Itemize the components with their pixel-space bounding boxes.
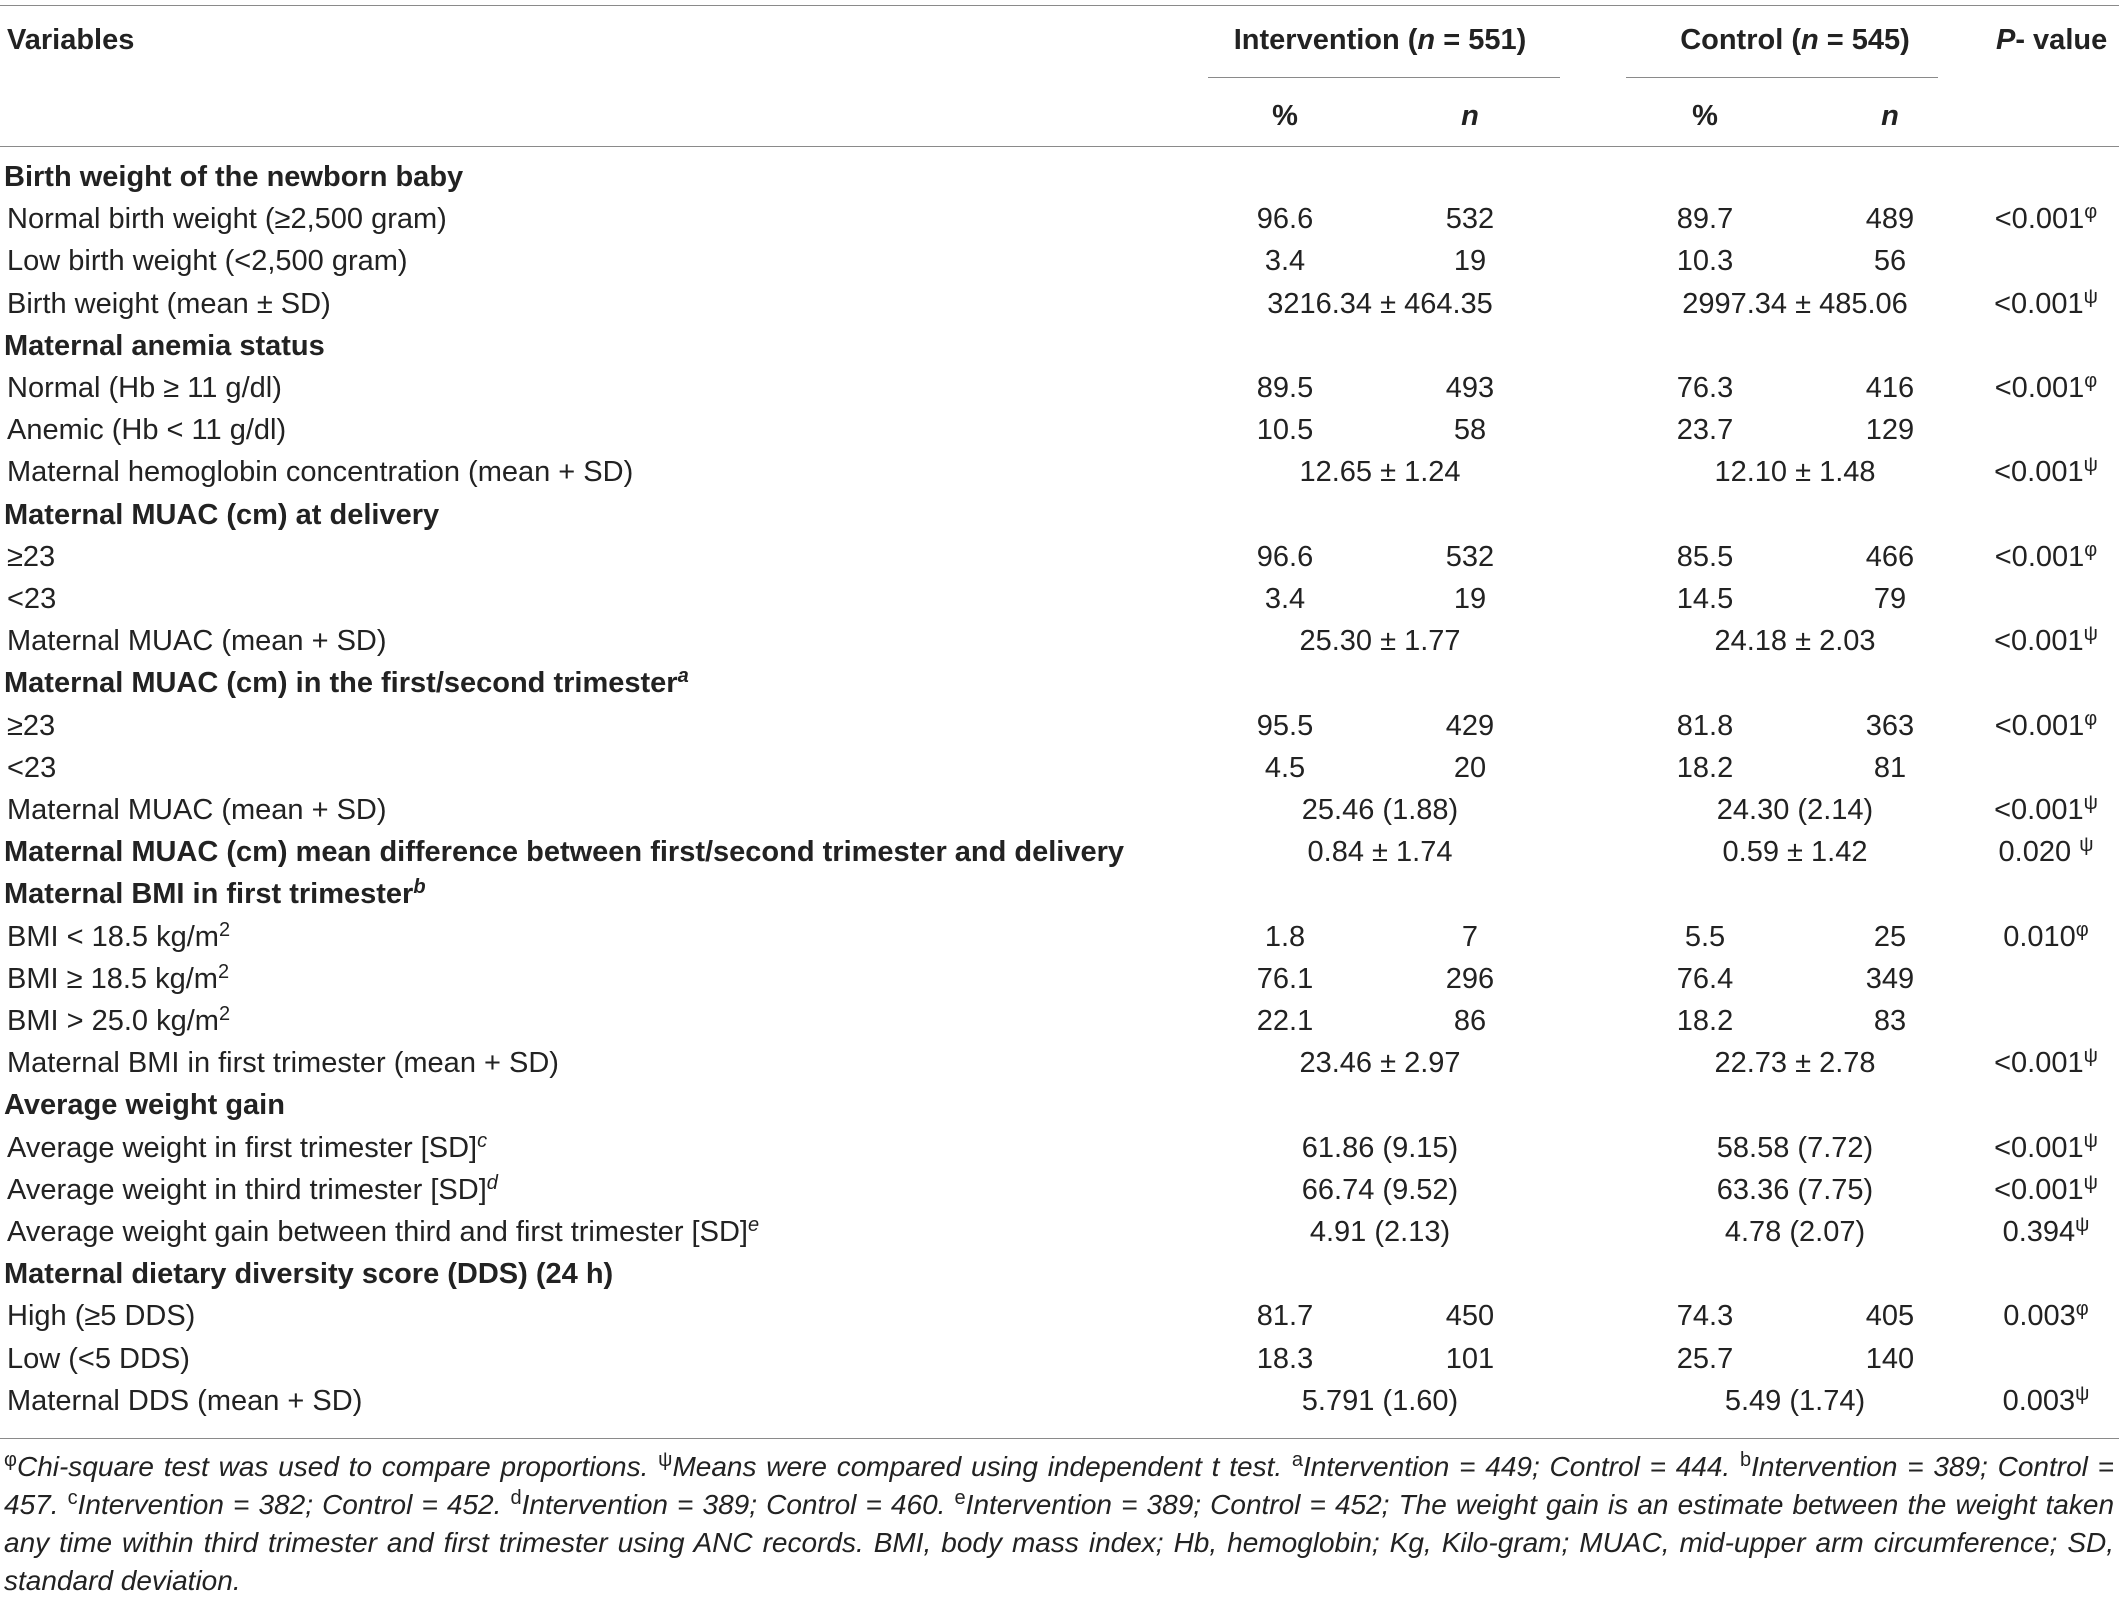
control-count: 129	[1865, 414, 1915, 447]
row-label-text: High (≥5 DDS)	[7, 1300, 196, 1333]
table-row	[0, 367, 2119, 409]
row-label-text: Average weight in third trimester [SD]	[7, 1173, 487, 1206]
intervention-count: 532	[1445, 203, 1495, 236]
row-label-text: ≥23	[7, 709, 56, 742]
row-label-text: Normal birth weight (≥2,500 gram)	[7, 203, 447, 236]
p-value	[1980, 536, 2112, 578]
row-label	[7, 451, 633, 493]
intervention-mean: 12.65 ± 1.24	[1299, 456, 1461, 489]
control-underline	[1626, 77, 1938, 78]
test-mark: ψ	[2083, 1171, 2098, 1194]
control-mean: 22.73 ± 2.78	[1714, 1047, 1876, 1080]
p-value	[1980, 1380, 2112, 1422]
section-row	[0, 325, 2119, 367]
control-count: 81	[1873, 751, 1907, 784]
row-label-text: Maternal hemoglobin concentration (mean + SD)	[7, 456, 634, 489]
row-label	[7, 1380, 362, 1422]
table-row	[0, 578, 2119, 620]
intervention-count: 86	[1453, 1005, 1487, 1037]
intervention-count: 101	[1445, 1342, 1495, 1375]
control-count: 416	[1865, 372, 1915, 404]
row-label-text: Normal (Hb ≥ 11 g/dl)	[7, 372, 282, 404]
control-count: 79	[1873, 583, 1907, 615]
control-count: 363	[1865, 709, 1915, 742]
p-value-text: 0.003	[2003, 1300, 2076, 1333]
row-label	[7, 1295, 195, 1337]
bottom-rule	[0, 1438, 2119, 1439]
control-count: 466	[1865, 540, 1915, 573]
row-label	[7, 409, 286, 451]
footnote-text: Intervention = 389; Control = 460.	[521, 1489, 955, 1520]
test-mark: ψ	[2083, 1045, 2098, 1068]
control-count: 405	[1865, 1300, 1915, 1333]
section-row	[0, 831, 2119, 873]
row-label	[4, 156, 463, 198]
footnote-mark: b	[1739, 1449, 1752, 1471]
table-row	[0, 240, 2119, 282]
intervention-mean: 23.46 ± 2.97	[1299, 1047, 1461, 1080]
header-int-n: n	[1461, 100, 1479, 132]
p-value	[1980, 789, 2112, 831]
row-label-text: Maternal MUAC (mean + SD)	[7, 625, 387, 658]
p-value-text: 0.020	[1998, 836, 2080, 869]
row-label	[7, 747, 56, 789]
p-value-text: 0.010	[2003, 920, 2076, 953]
control-count: 25	[1873, 920, 1907, 953]
intervention-count: 7	[1461, 920, 1479, 953]
row-label	[4, 662, 689, 704]
table-row	[0, 1295, 2119, 1337]
footnote-mark: e	[954, 1487, 966, 1509]
row-label-text: <23	[7, 583, 57, 615]
header-bottom-rule	[0, 146, 2119, 147]
row-label-text: Maternal BMI in first trimester	[4, 878, 414, 911]
intervention-percent: 81.7	[1256, 1300, 1314, 1333]
table-row	[0, 1042, 2119, 1084]
table-row	[0, 1338, 2119, 1380]
table-row	[0, 1169, 2119, 1211]
test-mark: ψ	[2083, 285, 2098, 308]
intervention-count: 429	[1445, 709, 1495, 742]
control-percent: 85.5	[1676, 540, 1734, 573]
p-value	[1980, 1169, 2112, 1211]
intervention-underline	[1208, 77, 1560, 78]
section-row	[0, 662, 2119, 704]
test-mark: φ	[2084, 370, 2098, 392]
control-percent: 89.7	[1676, 203, 1734, 236]
row-label-text: Birth weight of the newborn baby	[4, 161, 464, 193]
row-label	[7, 536, 55, 578]
row-label-text: ≥23	[7, 540, 56, 573]
intervention-percent: 10.5	[1256, 414, 1314, 447]
control-mean: 5.49 (1.74)	[1724, 1384, 1866, 1417]
label-footnote-mark: c	[477, 1129, 488, 1152]
row-label	[7, 916, 230, 958]
table-row	[0, 916, 2119, 958]
test-mark: ψ	[2083, 623, 2098, 646]
row-label	[7, 1042, 559, 1084]
row-label-text: Maternal MUAC (cm) in the first/second trimester	[4, 667, 678, 700]
intervention-percent: 3.4	[1264, 245, 1306, 278]
row-label-text: Low birth weight (<2,500 gram)	[7, 245, 408, 278]
control-mean: 0.59 ± 1.42	[1722, 836, 1868, 869]
p-value-text: 0.394	[2002, 1216, 2076, 1248]
intervention-mean: 66.74 (9.52)	[1301, 1173, 1459, 1206]
header-ctl-n: n	[1881, 100, 1899, 132]
control-mean: 2997.34 ± 485.06	[1682, 287, 1908, 320]
control-mean: 4.78 (2.07)	[1724, 1216, 1866, 1248]
footnote-mark: φ	[4, 1449, 17, 1471]
row-label-text: Maternal dietary diversity score (DDS) (24 h)	[4, 1258, 614, 1291]
row-label-text: Low (<5 DDS)	[7, 1342, 190, 1375]
control-count: 140	[1865, 1342, 1915, 1375]
table-row	[0, 1380, 2119, 1422]
label-footnote-mark: a	[677, 665, 689, 688]
header-variables: Variables	[7, 24, 135, 56]
row-label	[7, 1000, 230, 1042]
intervention-count: 19	[1453, 583, 1487, 615]
control-mean: 24.18 ± 2.03	[1714, 625, 1876, 658]
table-row	[0, 536, 2119, 578]
row-label-text: Maternal MUAC (cm) at delivery	[4, 498, 440, 531]
top-rule	[0, 5, 2119, 6]
p-value-text: <0.001	[1994, 794, 2084, 826]
row-label	[7, 1338, 190, 1380]
row-label-text: Anemic (Hb < 11 g/dl)	[7, 414, 287, 447]
row-label	[7, 620, 387, 662]
control-mean: 63.36 (7.75)	[1716, 1173, 1874, 1206]
intervention-percent: 1.8	[1264, 920, 1306, 953]
table-row	[0, 789, 2119, 831]
p-value	[1980, 705, 2112, 747]
p-value	[1980, 620, 2112, 662]
footnote-text: Intervention = 389; Control = 452; The weight gain is an estimate between the weight taken any time within third trimester and first trimester using ANC records. BMI, body mass index; Hb, hemoglobin; Kg, Kilo-gram; MUAC, mid-upper arm circumference; SD, standard deviation.	[4, 1489, 2115, 1596]
header-pvalue: P- value	[1996, 24, 2108, 56]
footnote-mark: c	[67, 1487, 78, 1509]
table-row	[0, 705, 2119, 747]
table-row	[0, 198, 2119, 240]
header-int-pct: %	[1272, 100, 1298, 132]
row-label	[4, 325, 325, 367]
intervention-mean: 3216.34 ± 464.35	[1267, 287, 1493, 320]
row-label-text: Maternal MUAC (mean + SD)	[7, 794, 387, 826]
row-label	[7, 1127, 487, 1169]
footnote-text: Intervention = 389; Control = 457.	[4, 1451, 2114, 1520]
control-percent: 10.3	[1676, 245, 1734, 278]
p-value	[1980, 916, 2112, 958]
table-row	[0, 1211, 2119, 1253]
intervention-percent: 96.6	[1256, 203, 1314, 236]
p-value	[1980, 367, 2112, 409]
table-row	[0, 958, 2119, 1000]
control-percent: 76.3	[1676, 372, 1734, 404]
footnote-mark: d	[510, 1487, 522, 1509]
footnote-mark: ψ	[658, 1449, 673, 1471]
row-label	[7, 578, 56, 620]
test-mark: ψ	[2075, 1214, 2090, 1236]
control-percent: 81.8	[1676, 709, 1734, 742]
intervention-count: 19	[1453, 245, 1487, 278]
control-count: 489	[1865, 203, 1915, 236]
intervention-percent: 96.6	[1256, 540, 1314, 573]
p-value	[1980, 198, 2112, 240]
test-mark: ψ	[2079, 834, 2094, 857]
control-count: 349	[1865, 962, 1915, 995]
table-row	[0, 1127, 2119, 1169]
row-label	[7, 1211, 759, 1253]
label-footnote-mark: b	[413, 876, 426, 899]
footnote-mark: a	[1291, 1449, 1304, 1471]
control-mean: 24.30 (2.14)	[1716, 794, 1874, 826]
p-value-text: <0.001	[1994, 372, 2085, 404]
row-label-text: <23	[7, 751, 57, 784]
p-value-text: <0.001	[1994, 1173, 2084, 1206]
control-percent: 18.2	[1676, 751, 1734, 784]
test-mark: ψ	[2083, 792, 2098, 814]
intervention-mean: 25.30 ± 1.77	[1299, 625, 1461, 658]
row-label-text: BMI < 18.5 kg/m	[7, 920, 219, 953]
section-row	[0, 1084, 2119, 1126]
intervention-percent: 3.4	[1264, 583, 1306, 615]
control-percent: 18.2	[1676, 1005, 1734, 1037]
section-row	[0, 1253, 2119, 1295]
intervention-count: 493	[1445, 372, 1495, 404]
section-row	[0, 494, 2119, 536]
intervention-count: 20	[1453, 751, 1487, 784]
intervention-mean: 4.91 (2.13)	[1309, 1216, 1451, 1248]
p-value	[1980, 451, 2112, 493]
row-label	[7, 198, 447, 240]
row-label-text: Average weight gain between third and first trimester [SD]	[7, 1216, 748, 1248]
row-label	[4, 831, 1124, 873]
table-row	[0, 620, 2119, 662]
p-value	[1980, 831, 2112, 873]
control-count: 56	[1873, 245, 1907, 278]
row-label-text: Maternal DDS (mean + SD)	[7, 1384, 363, 1417]
row-label	[7, 958, 229, 1000]
p-value	[1980, 1211, 2112, 1253]
label-footnote-mark: d	[486, 1171, 498, 1194]
test-mark: ψ	[2083, 1129, 2098, 1152]
intervention-percent: 4.5	[1264, 751, 1306, 784]
intervention-percent: 18.3	[1256, 1342, 1314, 1375]
control-mean: 58.58 (7.72)	[1716, 1131, 1874, 1164]
test-mark: φ	[2084, 201, 2098, 224]
table-row	[0, 747, 2119, 789]
row-label-text: Average weight gain	[4, 1089, 285, 1122]
row-label-text: Birth weight (mean ± SD)	[7, 287, 331, 320]
p-value	[1980, 1295, 2112, 1337]
p-value-text: <0.001	[1994, 709, 2085, 742]
row-label-text: Maternal anemia status	[4, 329, 325, 362]
row-label	[7, 283, 331, 325]
intervention-count: 58	[1453, 414, 1487, 447]
test-mark: φ	[2084, 538, 2098, 561]
test-mark: φ	[2075, 918, 2089, 941]
footnote-text: Intervention = 382; Control = 452.	[77, 1489, 511, 1520]
control-percent: 25.7	[1676, 1342, 1734, 1375]
table-footnote	[4, 1448, 2114, 1600]
p-value-text: <0.001	[1994, 625, 2084, 658]
row-label	[7, 367, 282, 409]
test-mark: ψ	[2083, 454, 2098, 477]
control-mean: 12.10 ± 1.48	[1714, 456, 1876, 489]
control-percent: 14.5	[1676, 583, 1734, 615]
control-percent: 76.4	[1676, 962, 1734, 995]
section-row	[0, 156, 2119, 198]
header-ctl-pct: %	[1692, 100, 1718, 132]
table-row	[0, 409, 2119, 451]
p-value-text: 0.003	[2002, 1384, 2076, 1417]
row-label	[7, 240, 408, 282]
table-row	[0, 451, 2119, 493]
p-value-text: <0.001	[1994, 540, 2085, 573]
control-count: 83	[1873, 1005, 1907, 1037]
p-value	[1980, 1042, 2112, 1084]
intervention-count: 296	[1445, 962, 1495, 995]
footnote-text: Intervention = 449; Control = 444.	[1303, 1451, 1740, 1482]
p-value-text: <0.001	[1994, 287, 2084, 320]
row-label	[4, 1084, 285, 1126]
intervention-count: 450	[1445, 1300, 1495, 1333]
row-label	[4, 1253, 613, 1295]
p-value-text: <0.001	[1994, 1047, 2084, 1080]
row-label-text: Maternal MUAC (cm) mean difference between first/second trimester and delivery	[4, 836, 1125, 869]
table-row	[0, 283, 2119, 325]
label-footnote-mark: e	[747, 1214, 760, 1236]
p-value-text: <0.001	[1994, 1131, 2084, 1164]
p-value-text: <0.001	[1994, 456, 2084, 489]
row-label	[7, 1169, 498, 1211]
row-label-text: Average weight in first trimester [SD]	[7, 1131, 478, 1164]
unit-exponent: 2	[217, 960, 230, 983]
footnote-text: Means were compared using independent t test.	[672, 1451, 1292, 1482]
row-label-text: BMI ≥ 18.5 kg/m	[7, 962, 218, 995]
control-percent: 5.5	[1684, 920, 1726, 953]
intervention-percent: 22.1	[1256, 1005, 1314, 1037]
control-percent: 23.7	[1676, 414, 1734, 447]
p-value-text: <0.001	[1994, 203, 2085, 236]
row-label	[4, 494, 439, 536]
intervention-mean: 5.791 (1.60)	[1301, 1384, 1459, 1417]
header-control: Control (n = 545)	[1680, 24, 1910, 56]
row-label-text: BMI > 25.0 kg/m	[7, 1005, 219, 1037]
control-percent: 74.3	[1676, 1300, 1734, 1333]
intervention-mean: 25.46 (1.88)	[1301, 794, 1459, 826]
table-row	[0, 1000, 2119, 1042]
test-mark: φ	[2075, 1298, 2089, 1321]
intervention-mean: 61.86 (9.15)	[1301, 1131, 1459, 1164]
header-intervention: Intervention (n = 551)	[1233, 24, 1527, 56]
section-row	[0, 873, 2119, 915]
unit-exponent: 2	[218, 1003, 231, 1025]
intervention-percent: 89.5	[1256, 372, 1314, 404]
row-label	[7, 789, 387, 831]
unit-exponent: 2	[218, 918, 231, 941]
row-label	[7, 705, 55, 747]
intervention-percent: 95.5	[1256, 709, 1314, 742]
p-value	[1980, 283, 2112, 325]
test-mark: ψ	[2075, 1382, 2090, 1405]
row-label	[4, 873, 426, 915]
footnote-text: Chi-square test was used to compare proportions.	[16, 1451, 659, 1482]
test-mark: φ	[2084, 707, 2098, 730]
p-value	[1980, 1127, 2112, 1169]
intervention-mean: 0.84 ± 1.74	[1307, 836, 1453, 869]
intervention-count: 532	[1445, 540, 1495, 573]
row-label-text: Maternal BMI in first trimester (mean + SD)	[7, 1047, 559, 1080]
intervention-percent: 76.1	[1256, 962, 1314, 995]
